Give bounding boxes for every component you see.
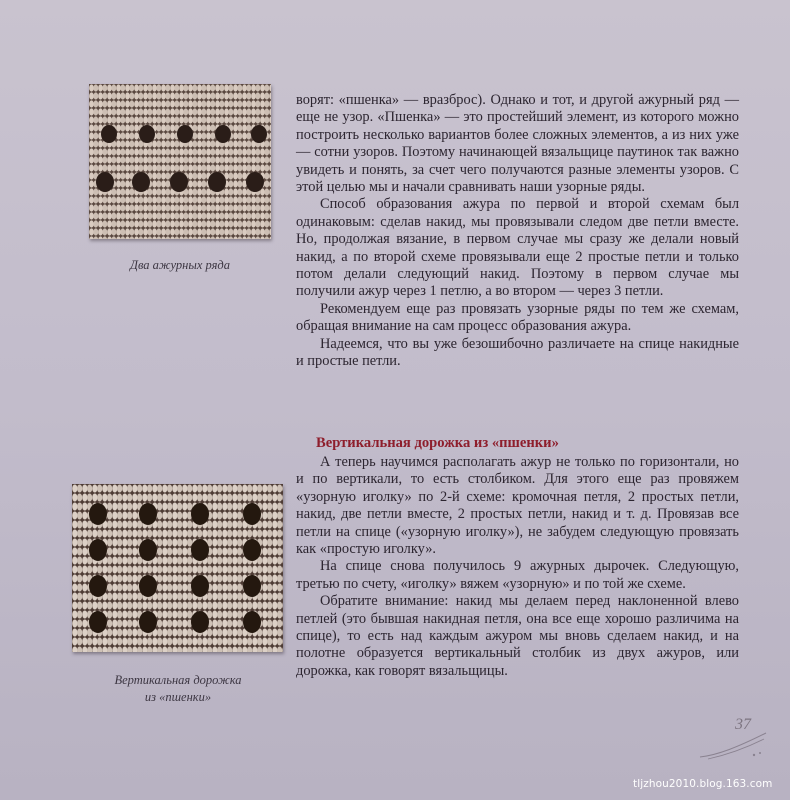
page-number: 37 — [735, 716, 751, 733]
figure-caption-1-text: Два ажурных ряда — [130, 258, 230, 272]
text-section-2 — [296, 434, 739, 680]
paragraph: А теперь научимся располагать ажур не только по горизонтали, но и по вертикали, то есть столбиком. Для этого еще раз провяжем «узорную иголку» по 2-й схеме: кромочная петля, 2 простых петли, накид, две петли вместе, 2 простых петли, накид и т. д. Провязав все петли на спице («узорную иголку»), не забудем следующую провязать как «простую иголку». — [296, 454, 739, 558]
paragraph: Обратите внимание: накид мы делаем перед наклоненной влево петлей (это бывшая накидная петля, она все еще хорошо различима на спице), то есть над каждым ажуром мы вновь сделаем накид, и на полотне образуется вертикальный столбик из двух ажуров, или дорожка, как говорят вязальщицы. — [296, 593, 739, 679]
paragraph: Рекомендуем еще раз провязать узорные ряды по тем же схемам, обращая внимание на сам процесс образования ажура. — [296, 300, 739, 335]
figure-caption-1 — [90, 257, 270, 274]
figure-caption-2 — [72, 672, 284, 706]
figure-caption-2-line1: Вертикальная дорожка — [114, 673, 242, 687]
paragraph: На спице снова получилось 9 ажурных дырочек. Следующую, третью по счету, «иголку» вяжем «узорную» и по той же схеме. — [296, 558, 739, 592]
knitting-photo-vertical-track — [72, 484, 283, 652]
paragraph: Способ образования ажура по первой и второй схемам был одинаковым: сделав накид, мы провязывали следом две петли вместе. Но, продолжая вязание, в первом случае мы сразу же делали новый накид, а по второй схеме провязывали еще 2 простые петли и только потом делали следующий накид. Поэтому в первом случае мы получили ажур через 1 петлю, а во втором — через 3 петли. — [296, 196, 739, 300]
watermark: tljzhou2010.blog.163.com — [633, 778, 773, 790]
paragraph: Надеемся, что вы уже безошибочно различаете на спице накидные и простые петли. — [296, 335, 739, 370]
figure-caption-2-line2: из «пшенки» — [144, 690, 212, 704]
page-number-flourish-icon — [698, 725, 768, 761]
text-section-1 — [296, 92, 739, 371]
paragraph: ворят: «пшенка» — вразброс). Однако и тот, и другой ажурный ряд — еще не узор. «Пшенка» — это простейший элемент, из которого можно построить несколько вариантов более сложных элементов, а из них уже — сотни узоров. Поэтому начинающей вязальщице паутинок так важно увидеть и понять, за счет чего получаются разные элементы узоров. С этой целью мы и начали сравнивать наши узорные ряды. — [296, 92, 739, 196]
knitting-photo-two-lace-rows — [89, 84, 271, 239]
knit-texture-image-2 — [72, 484, 283, 652]
knit-texture-image — [89, 84, 271, 239]
section-heading: Вертикальная дорожка из «пшенки» — [316, 435, 559, 451]
